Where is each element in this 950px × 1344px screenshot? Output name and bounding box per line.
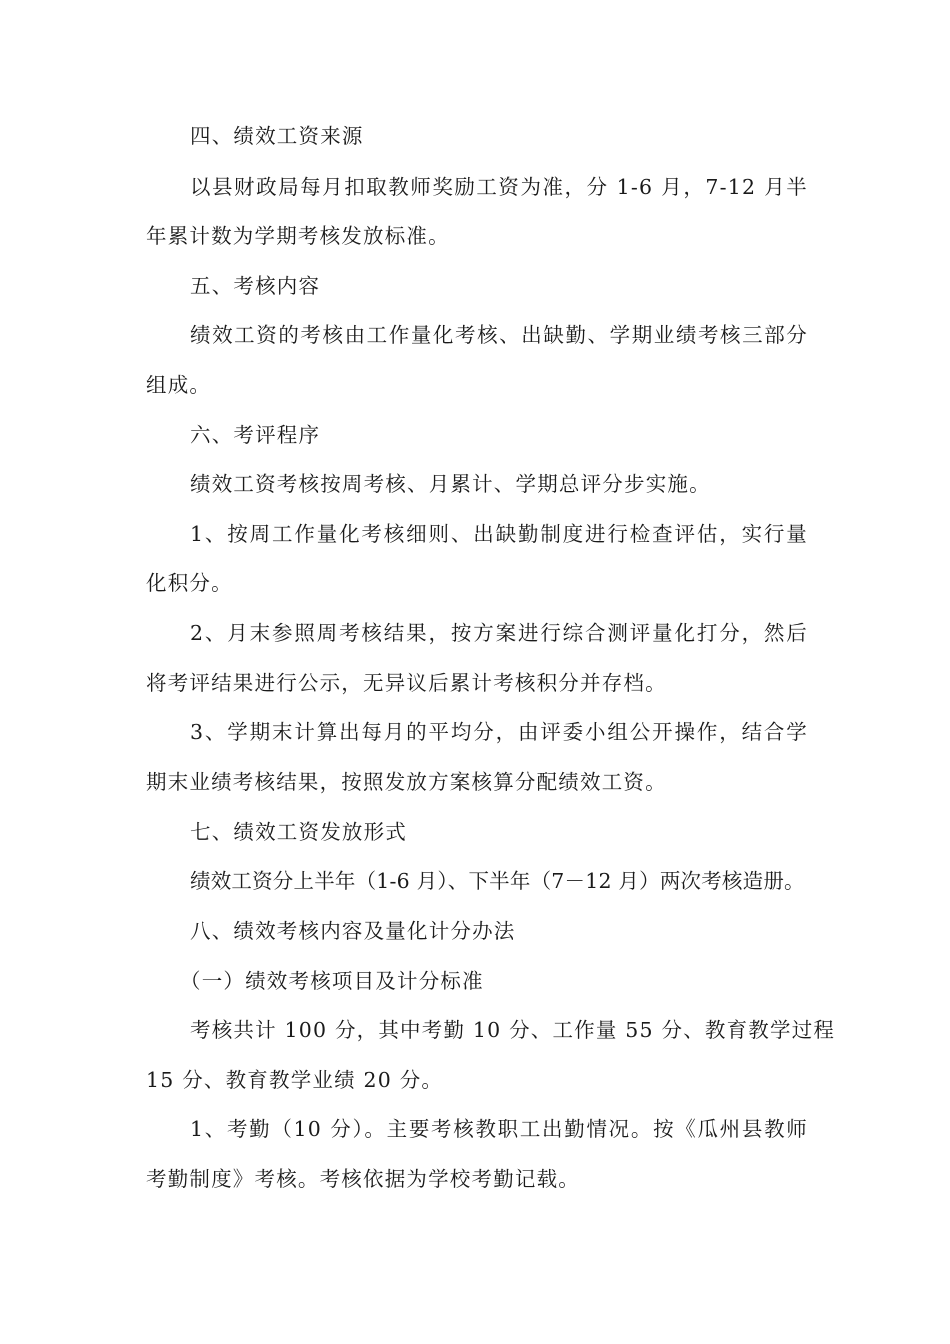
paragraph-line: 化积分。 xyxy=(146,571,233,595)
paragraph-line: 绩效工资分上半年（1-6 月）、下半年（7－12 月）两次考核造册。 xyxy=(190,869,805,893)
heading-seven: 七、绩效工资发放形式 xyxy=(190,820,407,844)
item-attendance: 1、考勤（10 分）。主要考核教职工出勤情况。按《瓜州县教师 xyxy=(190,1117,808,1141)
paragraph-line: 年累计数为学期考核发放标准。 xyxy=(146,224,450,248)
paragraph-line: 绩效工资考核按周考核、月累计、学期总评分步实施。 xyxy=(190,472,711,496)
paragraph-line: 绩效工资的考核由工作量化考核、出缺勤、学期业绩考核三部分 xyxy=(190,323,808,347)
paragraph-line: 组成。 xyxy=(146,373,212,397)
list-item-3: 3、学期末计算出每月的平均分，由评委小组公开操作，结合学 xyxy=(190,720,808,744)
paragraph-line: 将考评结果进行公示，无异议后累计考核积分并存档。 xyxy=(146,671,667,695)
paragraph-line: 期末业绩考核结果，按照发放方案核算分配绩效工资。 xyxy=(146,770,667,794)
paragraph-line: 考核共计 100 分，其中考勤 10 分、工作量 55 分、教育教学过程 xyxy=(190,1018,836,1042)
paragraph-line: 15 分、教育教学业绩 20 分。 xyxy=(146,1068,444,1092)
heading-eight: 八、绩效考核内容及量化计分办法 xyxy=(190,919,516,943)
heading-six: 六、考评程序 xyxy=(190,423,321,447)
heading-four: 四、绩效工资来源 xyxy=(190,124,364,148)
paragraph-line: 考勤制度》考核。考核依据为学校考勤记载。 xyxy=(146,1167,580,1191)
heading-five: 五、考核内容 xyxy=(190,274,321,298)
list-item-2: 2、月末参照周考核结果，按方案进行综合测评量化打分，然后 xyxy=(190,621,808,645)
paragraph-line: 以县财政局每月扣取教师奖励工资为准，分 1-6 月，7-12 月半 xyxy=(190,175,808,199)
subheading-one: （一）绩效考核项目及计分标准 xyxy=(180,969,484,993)
list-item-1: 1、按周工作量化考核细则、出缺勤制度进行检查评估，实行量 xyxy=(190,522,808,546)
